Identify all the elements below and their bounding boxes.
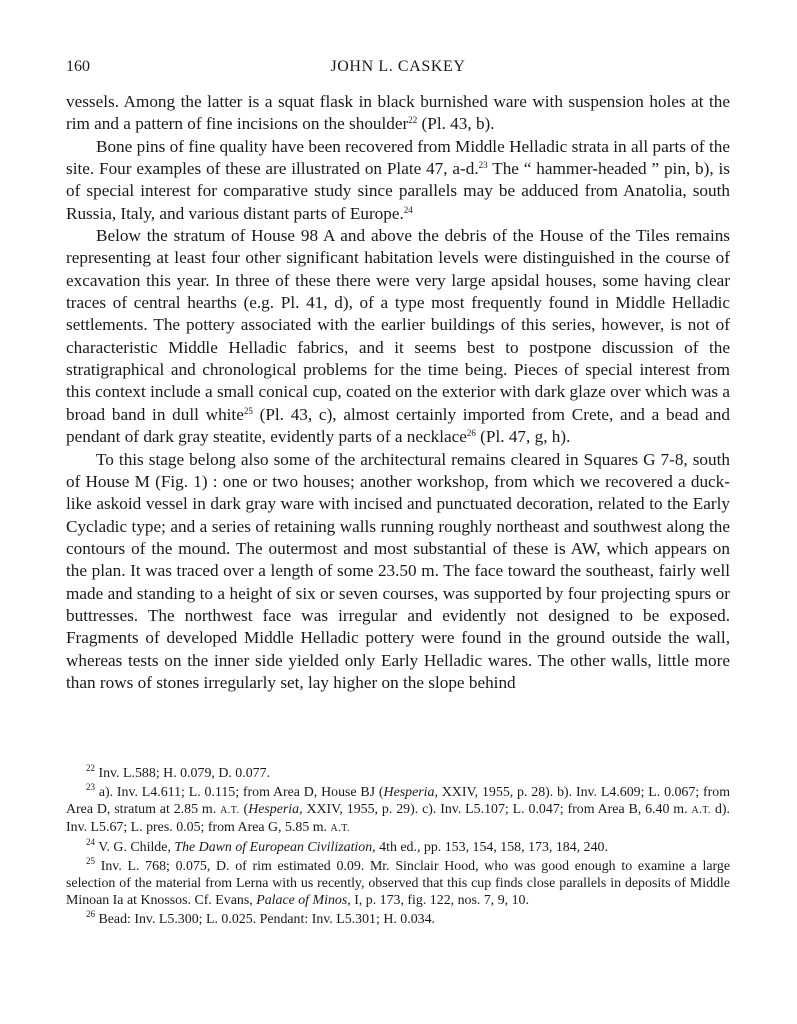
page-number: 160 [66, 58, 90, 75]
footnote-ref[interactable]: 25 [243, 405, 253, 416]
footnote-number: 24 [86, 836, 95, 847]
footnote: $^{24}$ V. G. Childe, The Dawn of European Civilization, 4th ed., pp. 153, 154, 158, 173, 184, 240. [86, 836, 608, 855]
book-title: The Dawn of European Civilization, [174, 839, 376, 855]
footnotes [66, 765, 730, 929]
abbreviation: A.T. [220, 804, 240, 816]
journal-title: Hesperia, [248, 801, 303, 817]
footnote: $^{22}$ Inv. L.588; H. 0.079, D. 0.077. [86, 763, 271, 781]
page-header [66, 58, 730, 80]
footnote-ref[interactable]: 24 [403, 204, 413, 215]
footnote-ref[interactable]: 22 [408, 115, 418, 126]
footnote: $^{26}$ Bead: Inv. L5.300; L. 0.025. Pendant: Inv. L5.301; H. 0.034. [86, 908, 436, 927]
paragraph: vessels. Among the latter is a squat flask in black burnished ware with suspension holes at the rim and a pattern of fine incisions on the shoulder$^{22}$ (Pl. 43, b). [66, 92, 730, 134]
footnote-number: 26 [86, 908, 95, 919]
paragraph: Below the stratum of House 98 A and above the debris of the House of the Tiles remains representing at least four other significant habitation levels were distinguished in the course of excavation this year. In three of these there were very large apsidal houses, some having clear traces of central hearths (e.g. Pl. 41, d), of a type most frequently found in Middle Helladic settlements. The pottery associated with the earlier buildings of this series, however, is not of characteristic Middle Helladic fabrics, and it seems best to postpone discussion of the stratigraphical and chronological problems for the time being. Pieces of special interest from this context include a small conical cup, coated on the exterior with dark glaze over which was a broad band in dull white$^{25}$ (Pl. 43, c), almost certainly imported from Crete, and a bead and pendant of dark gray steatite, evidently parts of a necklace$^{26}$ (Pl. 47, g, h). [66, 226, 730, 447]
footnote-number: 25 [86, 855, 95, 866]
paragraph: To this stage belong also some of the architectural remains cleared in Squares G 7-8, south of House M (Fig. 1) : one or two houses; another workshop, from which we recovered a duck-like askoid vessel in dark gray ware with incised and punctuated decoration, related to the Early Cycladic type; and a series of retaining walls running roughly northeast and southwest along the contours of the mound. The outermost and most substantial of these is AW, which appears on the plan. It was traced over a length of some 23.50 m. The face toward the southeast, fairly well made and standing to a height of six or seven courses, was supported by four projecting spurs or buttresses. The northwest face was irregular and evidently not designed to be exposed. Fragments of developed Middle Helladic pottery were found in the ground outside the wall, whereas tests on the inner side yielded only Early Helladic wares. The other walls, little more than rows of stones irregularly set, lay higher on the slope behind [66, 449, 730, 692]
footnote-ref[interactable]: 23 [478, 160, 488, 171]
footnote-number: 22 [86, 763, 95, 773]
main-text [66, 91, 730, 694]
book-title: Palace of Minos, [256, 892, 351, 908]
paragraph: Bone pins of fine quality have been recovered from Middle Helladic strata in all parts of the site. Four examples of these are illustrated on Plate 47, a-d.$^{23}$ The “ hammer-headed ” pin, b), is of special interest for comparative study since parallels may be adduced from Anatolia, south Russia, Italy, and various distant parts of Europe.$^{24}$ [66, 136, 730, 223]
abbreviation: A.T. [330, 823, 351, 835]
footnote: $^{25}$ Inv. L. 768; 0.075, D. of rim estimated 0.09. Mr. Sinclair Hood, who was good enough to examine a large selection of the material from Lerna with us recently, observed that this cup finds close parallels in deposits of Middle Minoan Ia at Knossos. Cf. Evans, Palace of Minos, I, p. 173, fig. 122, nos. 7, 9, 10. [66, 855, 730, 908]
footnote-ref[interactable]: 26 [466, 428, 476, 439]
footnote-number: 23 [86, 781, 95, 792]
journal-title: Hesperia, [383, 784, 438, 800]
running-title: JOHN L. CASKEY [330, 58, 466, 75]
footnote: $^{23}$ a). Inv. L4.611; L. 0.115; from Area D, House BJ (Hesperia, XXIV, 1955, p. 28). b). Inv. L4.609; L. 0.067; from Area D, stratum at 2.85 m. A.T. (Hesperia, XXIV, 1955, p. 29). c). Inv. L5.107; L. 0.047; from Area B, 6.40 m. A.T. d). Inv. L5.67; L. pres. 0.05; from Area G, 5.85 m. A.T. [66, 781, 731, 836]
abbreviation: A.T. [691, 804, 712, 816]
